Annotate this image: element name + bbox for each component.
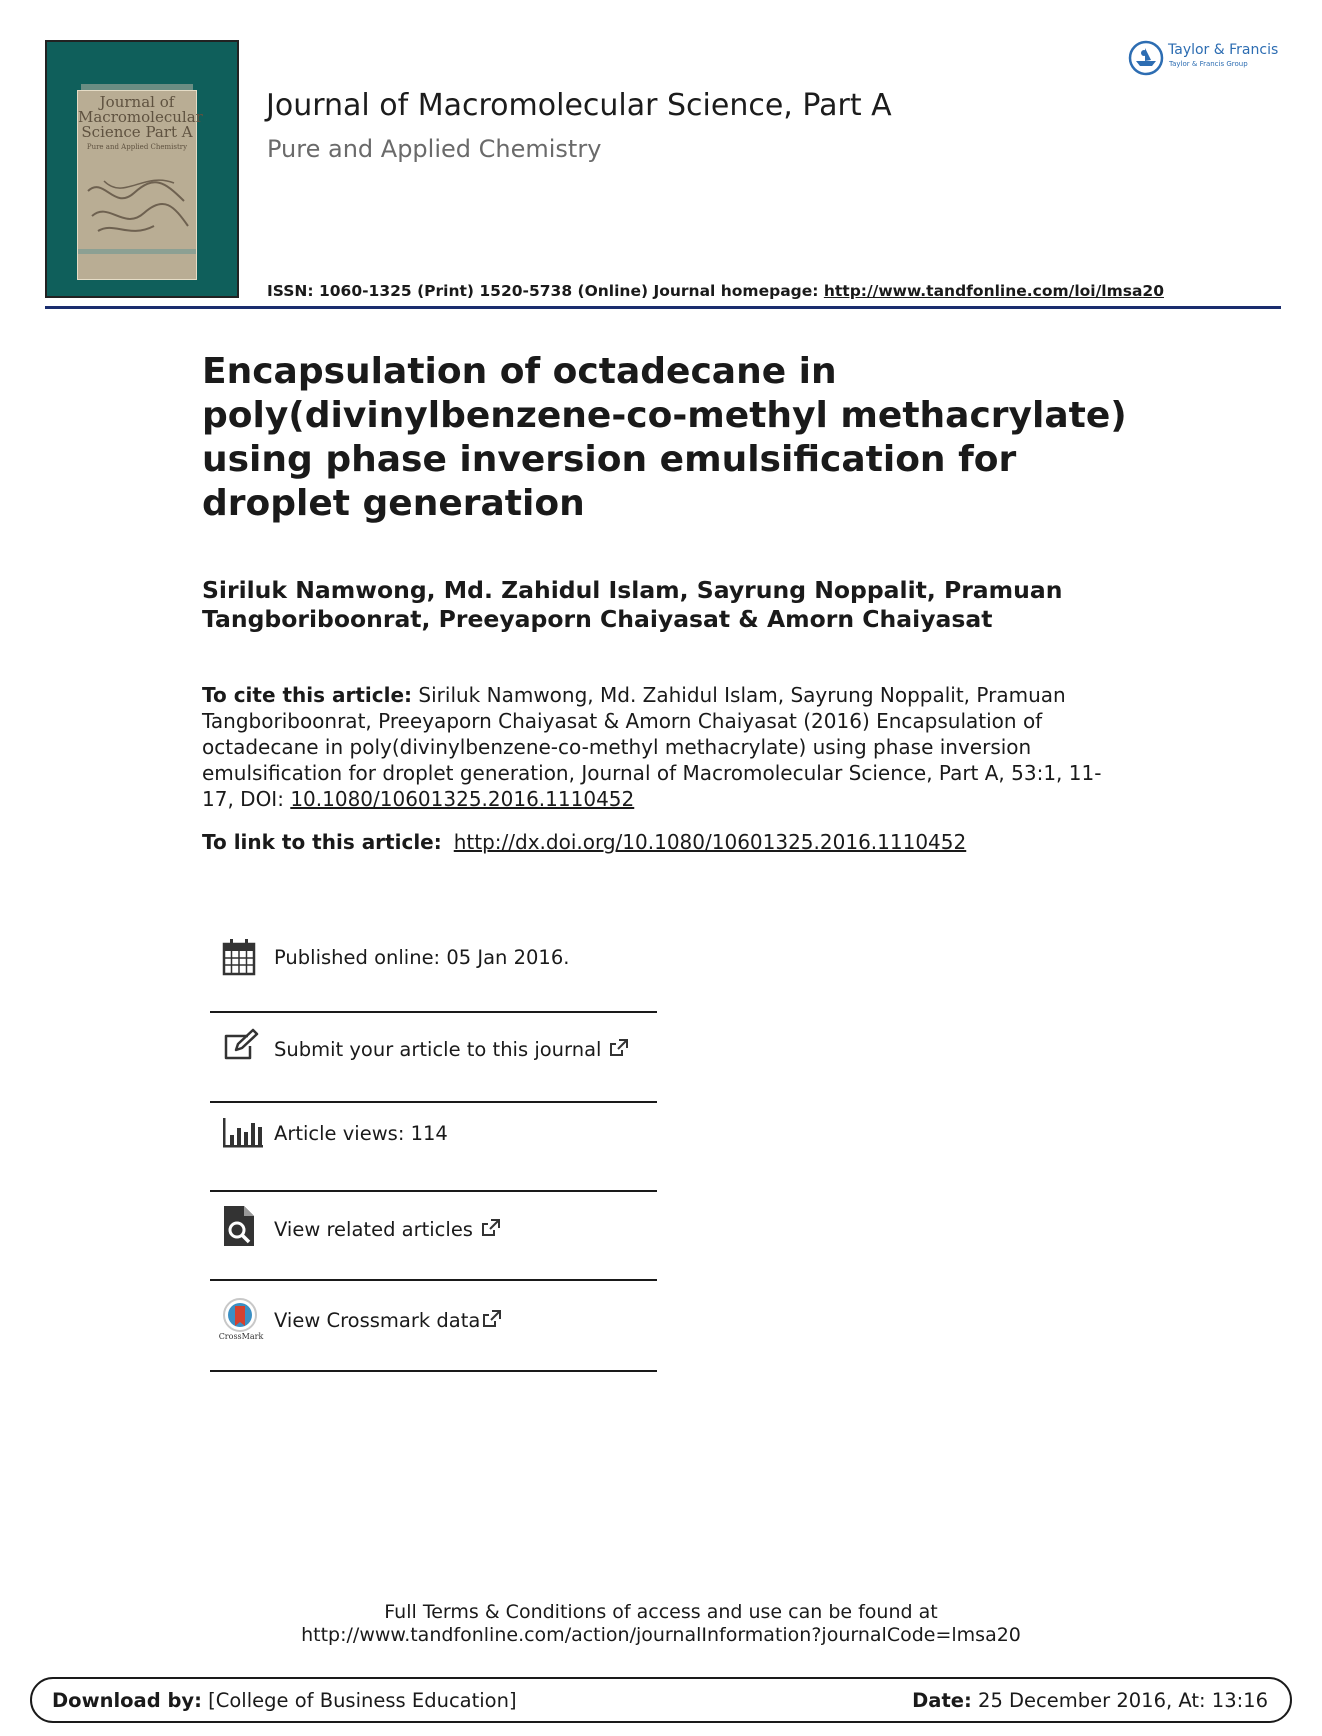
article-views-text: Article views: 114 [274, 1122, 448, 1145]
crossmark-link[interactable] [274, 1309, 502, 1332]
journal-homepage-link[interactable]: http://www.tandfonline.com/loi/lmsa20 [823, 282, 1164, 300]
published-online-text: Published online: 05 Jan 2016. [274, 946, 570, 969]
article-views-row [210, 1118, 657, 1162]
citation-block [202, 682, 1132, 812]
submit-article-row[interactable] [210, 1028, 657, 1072]
info-divider [210, 1190, 657, 1192]
article-authors: Siriluk Namwong, Md. Zahidul Islam, Sayrung Noppalit, Pramuan Tangboriboonrat, Preeyaporn Chaiyasat & Amorn Chaiyasat [202, 576, 1063, 633]
article-title: Encapsulation of octadecane in poly(divinylbenzene-co-methyl methacrylate) using phase inversion emulsification for droplet generation [202, 351, 1127, 524]
download-by [52, 1689, 517, 1712]
journal-subtitle: Pure and Applied Chemistry [267, 135, 602, 163]
date-label: Date: [912, 1689, 972, 1712]
related-articles-label: View related articles [274, 1218, 473, 1241]
info-divider [210, 1279, 657, 1281]
submit-article-link[interactable] [274, 1038, 629, 1061]
taylor-francis-logo-icon [1128, 40, 1164, 76]
download-institution: [College of Business Education] [208, 1689, 517, 1712]
external-link-icon [481, 1218, 501, 1238]
document-search-icon [222, 1206, 256, 1246]
publisher-group: Taylor & Francis Group [1169, 60, 1248, 68]
journal-title: Journal of Macromolecular Science, Part A [266, 88, 892, 123]
download-label: Download by: [52, 1689, 202, 1712]
related-articles-link[interactable] [274, 1218, 501, 1241]
submit-article-label: Submit your article to this journal [274, 1038, 602, 1061]
link-label: To link to this article: [202, 830, 442, 854]
info-divider [210, 1101, 657, 1103]
download-info-bar [30, 1677, 1292, 1723]
journal-cover-image [45, 40, 239, 298]
crossmark-badge-icon [220, 1298, 260, 1332]
edit-icon [222, 1028, 260, 1062]
download-date [912, 1689, 1268, 1712]
crossmark-icon [220, 1298, 262, 1344]
taylor-francis-logo[interactable] [1128, 38, 1288, 78]
external-link-icon [482, 1309, 502, 1329]
external-link-icon [609, 1038, 629, 1058]
article-doi-url[interactable]: http://dx.doi.org/10.1080/10601325.2016.1110452 [453, 830, 967, 854]
info-divider [210, 1011, 657, 1013]
bar-chart-icon [222, 1118, 264, 1148]
crossmark-row[interactable] [210, 1298, 657, 1346]
doi-link[interactable]: 10.1080/10601325.2016.1110452 [290, 787, 635, 811]
info-divider [210, 1370, 657, 1372]
journal-cover-inner [77, 90, 203, 280]
cover-subtitle: Pure and Applied Chemistry [86, 143, 188, 151]
header-divider [45, 306, 1281, 309]
article-link-block [202, 830, 1102, 854]
cover-art [84, 171, 192, 241]
published-row [210, 938, 657, 982]
cover-title: Journal of Macromolecular Science Part A [78, 93, 203, 141]
calendar-icon [222, 938, 256, 976]
related-articles-row[interactable] [210, 1206, 657, 1252]
cite-text: Siriluk Namwong, Md. Zahidul Islam, Sayrung Noppalit, Pramuan Tangboriboonrat, Preeyaporn Chaiyasat & Amorn Chaiyasat (2016) Encapsulation of octadecane in poly(divinylbenzene-co-methyl methacrylate) using phase inversion emulsification for droplet generation, Journal of Macromolecular Science, Part A, 53:1, 11-17, DOI: [202, 683, 1102, 811]
crossmark-label: View Crossmark data [274, 1309, 481, 1332]
terms-line-1: Full Terms & Conditions of access and use can be found at [384, 1601, 938, 1623]
date-value: 25 December 2016, At: 13:16 [978, 1689, 1268, 1712]
crossmark-logo-text: CrossMark [218, 1332, 264, 1341]
publisher-name: Taylor & Francis [1168, 42, 1279, 58]
issn-text: ISSN: 1060-1325 (Print) 1520-5738 (Online) Journal homepage: [267, 282, 824, 300]
terms-and-conditions [0, 1601, 1322, 1647]
cite-label: To cite this article: [202, 683, 413, 707]
issn-line [267, 282, 1164, 300]
terms-url[interactable]: http://www.tandfonline.com/action/journalInformation?journalCode=lmsa20 [301, 1624, 1021, 1646]
